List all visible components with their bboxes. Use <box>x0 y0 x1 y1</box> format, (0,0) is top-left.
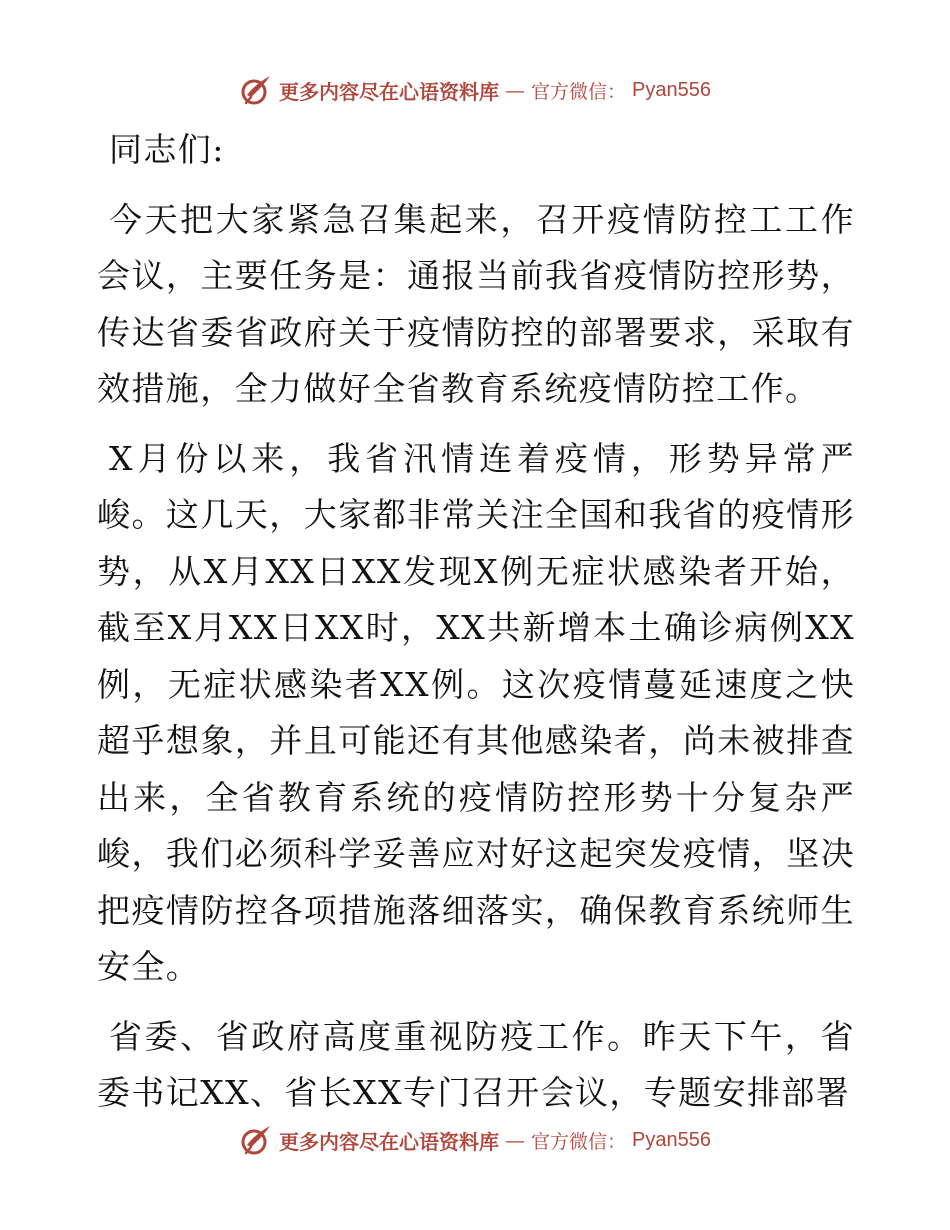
paragraph-3: 省委、省政府高度重视防疫工作。昨天下午，省委书记XX、省长XX专门召开会议，专题安排部署 <box>97 1016 855 1112</box>
paragraph-2: X月份以来，我省汛情连着疫情，形势异常严峻。这几天，大家都非常关注全国和我省的疫情形势，从X月XX日XX发现X例无症状感染者开始，截至X月XX日XX时，XX共新增本土确诊病例XX例，无症状感染者XX例。这次疫情蔓延速度之快超乎想象，并且可能还有其他感染者，尚未被排查出来，全省教育系统的疫情防控形势十分复杂严峻，我们必须科学妥善应对好这起突发疫情，坚决把疫情防控各项措施落细落实，确保教育系统师生安全。 <box>97 438 855 986</box>
banner-brand-text: 更多内容尽在心语资料库 <box>279 1129 499 1154</box>
banner-dash: — <box>505 1128 525 1152</box>
banner-wechat-id: Pyan556 <box>632 1128 711 1151</box>
banner-dash: — <box>505 78 525 102</box>
banner-brand-text: 更多内容尽在心语资料库 <box>279 79 499 104</box>
salutation: 同志们: <box>109 130 225 169</box>
banner-official-label: 官方微信： <box>531 80 627 103</box>
header-watermark <box>0 70 950 110</box>
banner-wechat-id: Pyan556 <box>632 78 711 101</box>
document-body <box>97 122 855 1122</box>
paragraph-1: 今天把大家紧急召集起来，召开疫情防控工工作会议，主要任务是：通报当前我省疫情防控形势，传达省委省政府关于疫情防控的部署要求，采取有效措施，全力做好全省教育系统疫情防控工作。 <box>97 199 855 408</box>
quill-logo-icon <box>239 73 273 107</box>
quill-logo-icon <box>239 1123 273 1157</box>
footer-watermark <box>0 1120 950 1160</box>
banner-official-label: 官方微信： <box>531 1130 627 1153</box>
